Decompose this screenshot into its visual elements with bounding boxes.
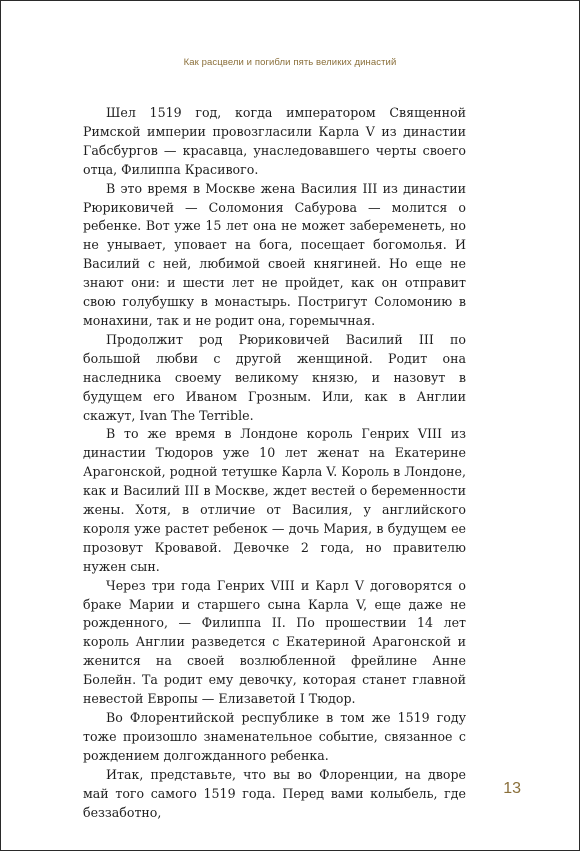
page-number: 13: [503, 780, 521, 797]
paragraph: Шел 1519 год, когда императором Священной Римской империи провозгласили Карла V из династии Габсбургов — красавца, унаследовавшего черты своего отца, Филиппа Красивого.: [83, 105, 466, 177]
paragraph: Через три года Генрих VIII и Карл V договорятся о браке Марии и старшего сына Карла V, еще даже не рожденного, — Филиппа II. По прошествии 14 лет король Англии разведется с Екатериной Арагонской и женится на своей возлюбленной фрейлине Анне Болейн. Та родит ему девочку, которая станет главной невестой Европы — Елизаветой I Тюдор.: [83, 577, 466, 707]
paragraph: Итак, представьте, что вы во Флоренции, на дворе май того самого 1519 года. Перед вами колыбель, где беззаботно,: [83, 766, 466, 820]
paragraph: Продолжит род Рюриковичей Василий III по большой любви с другой женщиной. Родит она наследника своему великому князю, и назовут в будущем его Иваном Грозным. Или, как в Англии скажут, Ivan The Terrible.: [83, 331, 466, 423]
paragraph: В это время в Москве жена Василия III из династии Рюриковичей — Соломония Сабурова — молится о ребенке. Вот уже 15 лет она не может забеременеть, но не унывает, уповает на бога, посещает богомолья. И Василий с ней, любимой своей княгиней. Но еще не знают они: и шести лет не пройдет, как он отправит свою голубушку в монастырь. Постригут Соломонию в монахини, так и не родит она, горемычная.: [83, 180, 466, 328]
paragraph: Во Флорентийской республике в том же 1519 году тоже произошло знаменательное событие, связанное с рождением долгожданного ребенка.: [83, 710, 466, 763]
body-text: [83, 104, 466, 822]
running-header: Как расцвели и погибли пять великих династий: [183, 57, 397, 68]
paragraph: В то же время в Лондоне король Генрих VIII из династии Тюдоров уже 10 лет женат на Екатерине Арагонской, родной тетушке Карла V. Король в Лондоне, как и Василий III в Москве, ждет вестей о беременности жены. Хотя, в отличие от Василия, у английского короля уже растет ребенок — дочь Мария, в будущем ее прозовут Кровавой. Девочке 2 года, но правителю нужен сын.: [83, 426, 466, 574]
